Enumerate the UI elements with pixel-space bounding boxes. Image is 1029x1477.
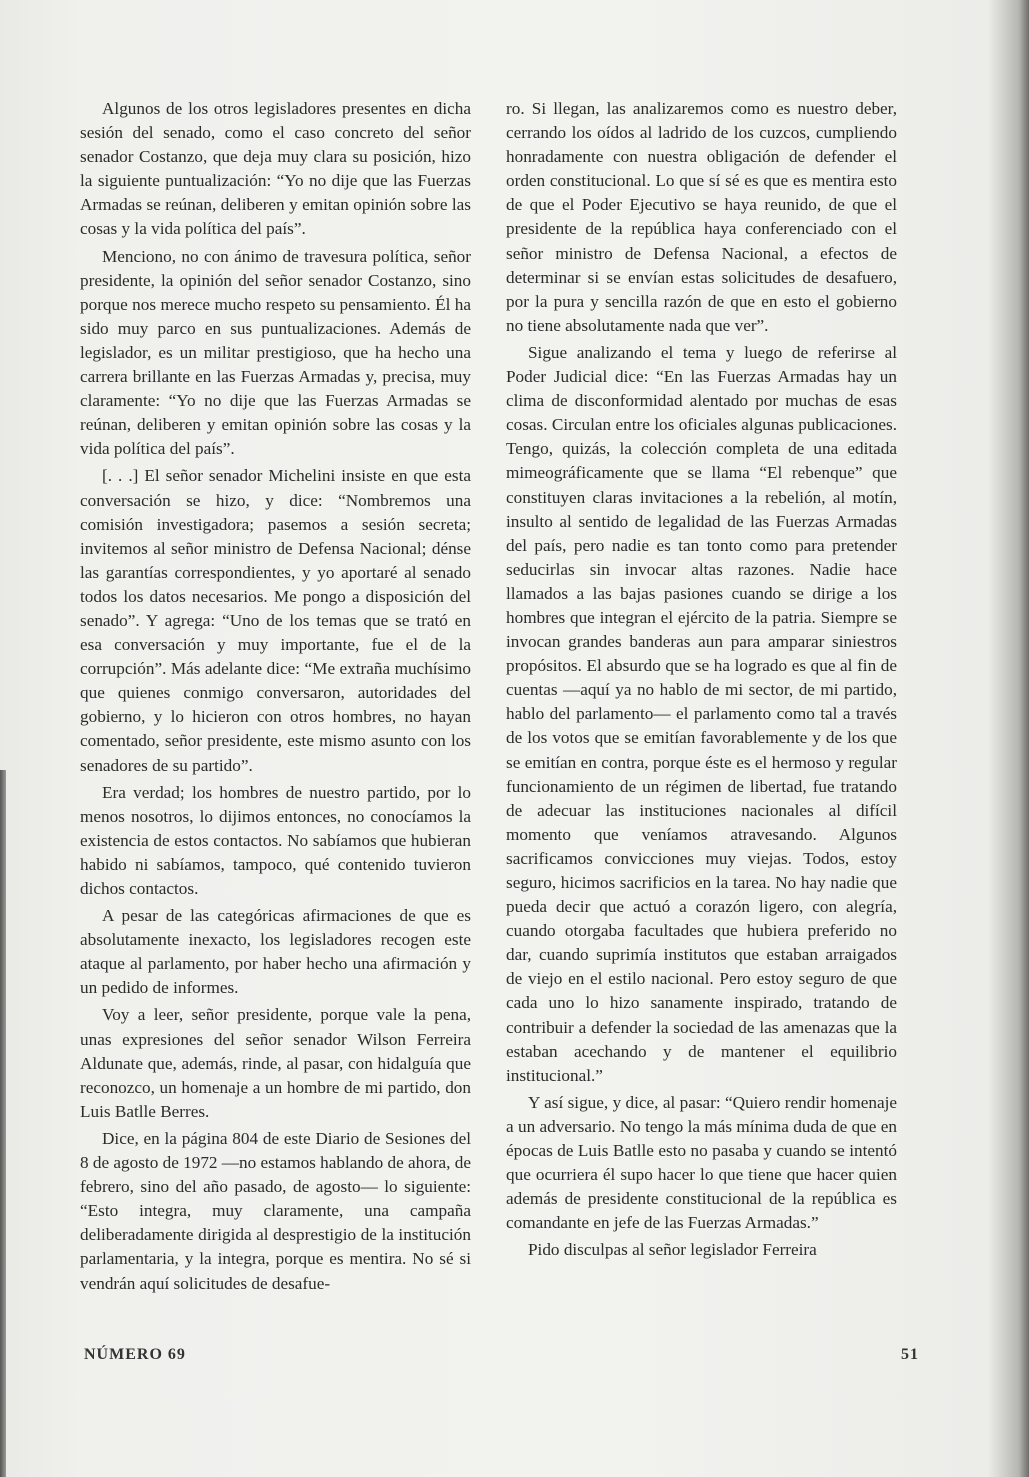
paragraph: A pesar de las categóricas afirmaciones de que es absolutamente inexacto, los legisladores recogen este ataque al parlamento, por haber hecho una afirmación y un pedido de informes. <box>80 906 471 998</box>
issue-number: NÚMERO 69 <box>84 1346 186 1363</box>
paragraph: ro. Si llegan, las analizaremos como es nuestro deber, cerrando los oídos al ladrido de los cuzcos, cumpliendo honradamente con nuestra obligación de defender el orden constitucional. Lo que sí sé es que es mentira esto de que el Poder Ejecutivo se haya reunido, de que el presidente de la república haya conferenciado con el señor ministro de Defensa Nacional, a efectos de determinar si se envían estas solicitudes de desafuero, por la pura y sencilla razón de que en esto el gobierno no tiene absolutamente nada que ver”. <box>506 99 897 335</box>
paragraph: Dice, en la página 804 de este Diario de Sesiones del 8 de agosto de 1972 —no estamos hablando de ahora, de febrero, sino del año pasado, de agosto— lo siguiente: “Esto integra, muy claramente, una campaña deliberadamente dirigida al desprestigio de la institución parlamentaria, y la integra, porque es mentira. No sé si vendrán aquí solicitudes de desafue- <box>80 1128 471 1293</box>
text-column-right <box>506 97 897 1263</box>
paragraph: Sigue analizando el tema y luego de referirse al Poder Judicial dice: “En las Fuerzas Armadas hay un clima de disconformidad alentado por muchas de esas cosas. Circulan entre los oficiales algunas publicaciones. Tengo, quizás, la colección completa de una editada mimeográficamente que se llama “El rebenque” que constituyen claras invitaciones a la rebelión, al motín, insulto al sentido de legalidad de las Fuerzas Armadas del país, pero nadie es tan tonto como para pretender seducirlas sin invocar altas razones. Nadie hace llamados a las bajas pasiones cuando se dirige a los hombres que integran el ejército de la patria. Siempre se invocan grandes banderas aun para amparar siniestros propósitos. El absurdo que se ha logrado es que al fin de cuentas —aquí ya no hablo de mi sector, de mi partido, hablo del parlamento— el parlamento como tal a través de los votos que se emitían favorablemente y de los que se emitían en contra, porque éste es el hermoso y regular funcionamiento de un régimen de libertad, fue tratando de adecuar las instituciones nacionales al difícil momento que veníamos atravesando. Algunos sacrificamos convicciones muy viejas. Todos, estoy seguro, hicimos sacrificios en la tarea. No hay nadie que pueda decir que actuó a corazón ligero, con alegría, cuando otorgaba facultades que hubiera preferido no dar, cuando suprimía institutos que estaban arraigados de viejo en el estilo nacional. Pero estoy seguro de que cada uno lo hizo sanamente inspirado, tratando de contribuir a defender la sociedad de las amenazas que la estaban acechando y de mantener el equilibrio institucional.” <box>506 342 897 1085</box>
paragraph: Algunos de los otros legisladores presentes en dicha sesión del senado, como el caso concreto del señor senador Costanzo, que deja muy clara su posición, hizo la siguiente puntualización: “Yo no dije que las Fuerzas Armadas se reúnan, deliberen y emitan opinión sobre las cosas y la vida política del país”. <box>80 99 471 239</box>
paragraph: Voy a leer, señor presidente, porque vale la pena, unas expresiones del señor senador Wilson Ferreira Aldunate que, además, rinde, al pasar, con hidalguía que reconozco, un homenaje a un hombre de mi partido, don Luis Batlle Berres. <box>80 1005 471 1121</box>
paragraph: Menciono, no con ánimo de travesura política, señor presidente, la opinión del señor senador Costanzo, sino porque nos merece mucho respeto su pensamiento. Él ha sido muy parco en sus puntualizaciones. Además de legislador, es un militar prestigioso, que ha hecho una carrera brillante en las Fuerzas Armadas y, precisa, muy claramente: “Yo no dije que las Fuerzas Armadas se reúnan, deliberen y emitan opinión sobre las cosas y la vida política del país”. <box>80 246 471 459</box>
page-shadow-edge <box>0 770 6 1477</box>
page-number: 51 <box>901 1346 919 1363</box>
paragraph: Y así sigue, y dice, al pasar: “Quiero rendir homenaje a un adversario. No tengo la más mínima duda de que en épocas de Luis Batlle esto no pasaba y cuando se intentó que ocurriera él supo hacer lo que tiene que hacer quien además de presidente constitucional de la república es comandante en jefe de las Fuerzas Armadas.” <box>506 1092 897 1233</box>
paragraph: Era verdad; los hombres de nuestro partido, por lo menos nosotros, lo dijimos entonces, no conocíamos la existencia de estos contactos. No sabíamos que hubieran habido ni sabíamos, tampoco, qué contenido tuvieron dichos contactos. <box>80 782 471 898</box>
paragraph: Pido disculpas al señor legislador Ferreira <box>528 1240 817 1260</box>
text-column-left <box>80 97 471 1296</box>
paragraph: [. . .] El señor senador Michelini insiste en que esta conversación se hizo, y dice: “Nombremos una comisión investigadora; pasemos a sesión secreta; invitemos al señor ministro de Defensa Nacional; dénse las garantías correspondientes, y yo aportaré al senado todos los datos necesarios. Me pongo a disposición del senado”. Y agrega: “Uno de los temas que se trató en esa conversación y muy importante, fue el de la corrupción”. Más adelante dice: “Me extraña muchísimo que quienes conmigo conversaron, autoridades del gobierno, y lo hicieron con otros hombres, no hayan comentado, señor presidente, este mismo asunto con los senadores de su partido”. <box>80 466 471 775</box>
